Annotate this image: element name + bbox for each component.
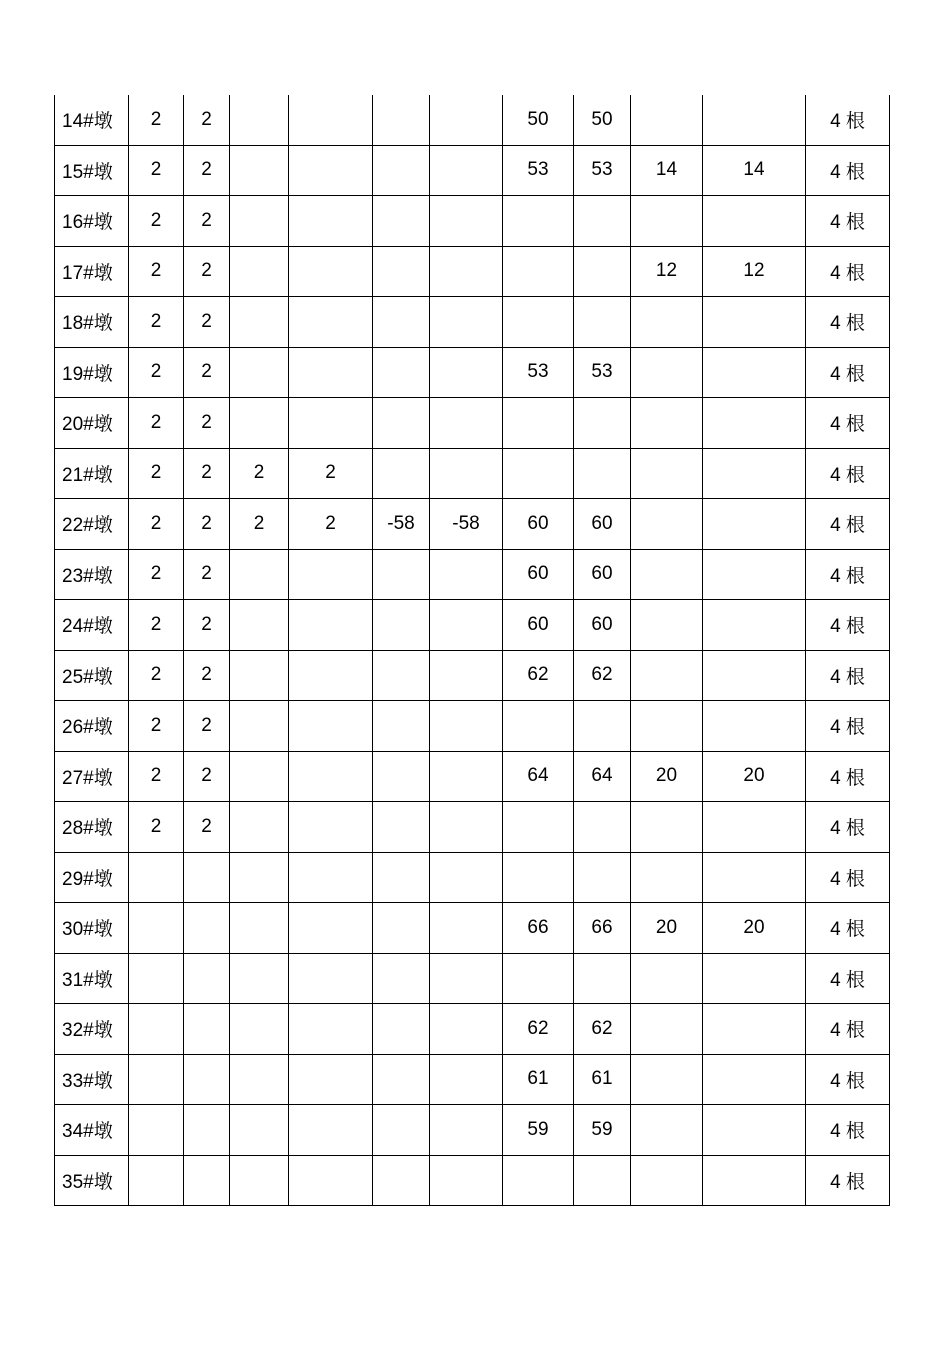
table-cell: [703, 852, 806, 903]
table-cell: [129, 1155, 184, 1206]
table-cell: [574, 1155, 631, 1206]
table-cell: 14: [631, 145, 703, 196]
table-cell: [289, 802, 373, 853]
table-cell: [289, 246, 373, 297]
table-cell: [184, 1155, 230, 1206]
table-cell: 4 根: [806, 852, 890, 903]
table-cell: [289, 650, 373, 701]
table-cell: 2: [129, 650, 184, 701]
table-cell: [430, 1105, 503, 1156]
table-cell: [430, 196, 503, 247]
table-cell: 66: [574, 903, 631, 954]
table-cell: 2: [129, 448, 184, 499]
table-cell: 4 根: [806, 650, 890, 701]
table-cell: [289, 145, 373, 196]
table-cell: 2: [184, 297, 230, 348]
table-cell: 53: [574, 145, 631, 196]
table-cell: [373, 650, 430, 701]
table-cell: 59: [574, 1105, 631, 1156]
table-cell: [503, 297, 574, 348]
pier-label-cell: 16#墩: [55, 196, 129, 247]
pier-label-cell: 27#墩: [55, 751, 129, 802]
table-cell: [430, 650, 503, 701]
pier-label-cell: 34#墩: [55, 1105, 129, 1156]
table-cell: 2: [184, 600, 230, 651]
table-cell: [574, 246, 631, 297]
table-cell: [230, 852, 289, 903]
pier-label-cell: 26#墩: [55, 701, 129, 752]
table-cell: 4 根: [806, 802, 890, 853]
table-row: [55, 953, 890, 1004]
table-cell: [703, 347, 806, 398]
table-cell: [289, 953, 373, 1004]
table-cell: [373, 600, 430, 651]
table-cell: [373, 1105, 430, 1156]
table-cell: 2: [184, 196, 230, 247]
pier-label-cell: 32#墩: [55, 1004, 129, 1055]
table-cell: [703, 1155, 806, 1206]
pier-label-cell: 35#墩: [55, 1155, 129, 1206]
table-cell: 4 根: [806, 1105, 890, 1156]
table-cell: [230, 95, 289, 145]
table-cell: [703, 196, 806, 247]
table-cell: [430, 852, 503, 903]
table-cell: [631, 1105, 703, 1156]
table-cell: 2: [184, 701, 230, 752]
table-cell: 4 根: [806, 600, 890, 651]
table-cell: [631, 1155, 703, 1206]
table-cell: [631, 650, 703, 701]
table-cell: [430, 802, 503, 853]
table-cell: [703, 549, 806, 600]
pier-label-cell: 15#墩: [55, 145, 129, 196]
table-cell: 2: [129, 499, 184, 550]
table-cell: 60: [574, 600, 631, 651]
table-row: [55, 650, 890, 701]
table-cell: [574, 852, 631, 903]
table-cell: [230, 398, 289, 449]
table-cell: 60: [574, 549, 631, 600]
table-cell: 4 根: [806, 95, 890, 145]
table-cell: [289, 1155, 373, 1206]
pier-label-cell: 24#墩: [55, 600, 129, 651]
table-cell: [184, 903, 230, 954]
table-cell: [289, 903, 373, 954]
table-cell: [574, 701, 631, 752]
table-cell: 4 根: [806, 751, 890, 802]
table-cell: 2: [184, 347, 230, 398]
table-cell: [430, 751, 503, 802]
table-cell: [289, 1105, 373, 1156]
table-cell: 4 根: [806, 499, 890, 550]
table-cell: 53: [503, 145, 574, 196]
table-cell: [230, 1004, 289, 1055]
table-cell: 2: [289, 448, 373, 499]
table-cell: 4 根: [806, 549, 890, 600]
pier-label-cell: 30#墩: [55, 903, 129, 954]
table-cell: [574, 297, 631, 348]
table-cell: 50: [503, 95, 574, 145]
table-row: [55, 852, 890, 903]
table-cell: [574, 953, 631, 1004]
table-cell: [373, 751, 430, 802]
table-cell: 4 根: [806, 1054, 890, 1105]
table-cell: 2: [129, 398, 184, 449]
table-row: [55, 1105, 890, 1156]
table-cell: [703, 1054, 806, 1105]
pier-label-cell: 20#墩: [55, 398, 129, 449]
pier-label-cell: 33#墩: [55, 1054, 129, 1105]
table-cell: [230, 145, 289, 196]
table-cell: [230, 1105, 289, 1156]
table-cell: [230, 751, 289, 802]
table-cell: 4 根: [806, 903, 890, 954]
table-cell: 4 根: [806, 1004, 890, 1055]
table-row: [55, 246, 890, 297]
table-cell: 60: [503, 600, 574, 651]
table-cell: [184, 1004, 230, 1055]
table-cell: [631, 297, 703, 348]
pier-label-cell: 19#墩: [55, 347, 129, 398]
table-cell: [289, 701, 373, 752]
table-cell: [430, 347, 503, 398]
table-cell: [503, 852, 574, 903]
table-row: [55, 1004, 890, 1055]
table-cell: [230, 1054, 289, 1105]
table-cell: [430, 297, 503, 348]
table-cell: [184, 1105, 230, 1156]
table-cell: [703, 448, 806, 499]
table-cell: [289, 549, 373, 600]
table-cell: 53: [503, 347, 574, 398]
table-cell: [430, 549, 503, 600]
table-cell: [631, 953, 703, 1004]
table-row: [55, 751, 890, 802]
table-cell: [230, 650, 289, 701]
table-cell: 2: [184, 398, 230, 449]
table-row: [55, 903, 890, 954]
table-cell: [703, 1105, 806, 1156]
pier-label-cell: 22#墩: [55, 499, 129, 550]
pier-label-cell: 14#墩: [55, 95, 129, 145]
table-cell: [703, 297, 806, 348]
table-cell: 4 根: [806, 297, 890, 348]
table-cell: [373, 903, 430, 954]
table-row: [55, 398, 890, 449]
table-cell: 2: [129, 802, 184, 853]
table-row: [55, 802, 890, 853]
table-cell: [373, 549, 430, 600]
table-cell: [631, 1004, 703, 1055]
table-cell: 59: [503, 1105, 574, 1156]
table-cell: 2: [184, 802, 230, 853]
table-row: [55, 448, 890, 499]
table-cell: [289, 852, 373, 903]
pier-label-cell: 28#墩: [55, 802, 129, 853]
table-row: [55, 1054, 890, 1105]
table-body: [55, 95, 890, 1206]
table-cell: [503, 1155, 574, 1206]
table-cell: [373, 196, 430, 247]
table-cell: 2: [129, 246, 184, 297]
table-cell: [703, 95, 806, 145]
table-cell: [230, 1155, 289, 1206]
table-cell: [289, 1004, 373, 1055]
table-cell: [129, 852, 184, 903]
table-cell: [503, 701, 574, 752]
table-cell: 2: [129, 95, 184, 145]
table-cell: 2: [129, 600, 184, 651]
table-cell: [230, 549, 289, 600]
table-cell: [574, 398, 631, 449]
table-cell: 2: [289, 499, 373, 550]
table-cell: [373, 852, 430, 903]
table-cell: 62: [503, 1004, 574, 1055]
table-cell: [631, 600, 703, 651]
table-cell: [430, 953, 503, 1004]
table-cell: [129, 953, 184, 1004]
table-cell: 2: [184, 549, 230, 600]
table-cell: 60: [574, 499, 631, 550]
table-cell: [373, 701, 430, 752]
table-row: [55, 549, 890, 600]
table-cell: [574, 802, 631, 853]
table-cell: 20: [631, 903, 703, 954]
table-cell: 20: [703, 903, 806, 954]
table-cell: 60: [503, 499, 574, 550]
table-cell: 2: [230, 499, 289, 550]
pier-label-cell: 17#墩: [55, 246, 129, 297]
table-cell: [230, 953, 289, 1004]
table-cell: [703, 600, 806, 651]
table-cell: [503, 802, 574, 853]
table-cell: [574, 196, 631, 247]
table-cell: 2: [184, 751, 230, 802]
table-cell: [230, 903, 289, 954]
table-cell: [230, 802, 289, 853]
table-cell: [430, 246, 503, 297]
table-cell: 50: [574, 95, 631, 145]
table-row: [55, 701, 890, 752]
table-cell: [184, 1054, 230, 1105]
table-cell: 66: [503, 903, 574, 954]
table-cell: [503, 448, 574, 499]
table-cell: [503, 953, 574, 1004]
table-cell: -58: [373, 499, 430, 550]
table-cell: [430, 1054, 503, 1105]
pier-label-cell: 31#墩: [55, 953, 129, 1004]
table-cell: [373, 398, 430, 449]
table-cell: [703, 701, 806, 752]
table-cell: [289, 95, 373, 145]
table-cell: 2: [184, 650, 230, 701]
table-cell: [184, 953, 230, 1004]
table-cell: 4 根: [806, 398, 890, 449]
table-cell: [373, 297, 430, 348]
table-cell: [230, 297, 289, 348]
table-cell: [230, 196, 289, 247]
table-cell: [631, 347, 703, 398]
table-cell: [503, 246, 574, 297]
table-cell: 2: [129, 549, 184, 600]
table-cell: 53: [574, 347, 631, 398]
table-cell: [430, 1004, 503, 1055]
table-cell: [430, 1155, 503, 1206]
table-row: [55, 499, 890, 550]
table-cell: 2: [184, 145, 230, 196]
table-cell: [230, 246, 289, 297]
table-cell: 4 根: [806, 701, 890, 752]
pier-label-cell: 25#墩: [55, 650, 129, 701]
table-cell: [703, 499, 806, 550]
table-cell: 2: [129, 196, 184, 247]
table-cell: [373, 246, 430, 297]
table-cell: [289, 297, 373, 348]
table-cell: [631, 802, 703, 853]
table-cell: [703, 398, 806, 449]
table-cell: 2: [230, 448, 289, 499]
table-cell: [373, 1155, 430, 1206]
table-cell: 14: [703, 145, 806, 196]
table-cell: [430, 903, 503, 954]
table-cell: 2: [129, 347, 184, 398]
table-cell: 60: [503, 549, 574, 600]
table-cell: 2: [184, 448, 230, 499]
table-row: [55, 1155, 890, 1206]
table-cell: [631, 499, 703, 550]
table-cell: [129, 1105, 184, 1156]
table-cell: [631, 701, 703, 752]
table-cell: [289, 1054, 373, 1105]
table-cell: 2: [129, 297, 184, 348]
table-row: [55, 600, 890, 651]
table-cell: 2: [184, 499, 230, 550]
table-row: [55, 95, 890, 145]
table-cell: 4 根: [806, 1155, 890, 1206]
table-row: [55, 297, 890, 348]
table-cell: [703, 953, 806, 1004]
table-cell: [430, 95, 503, 145]
table-cell: 62: [574, 1004, 631, 1055]
table-cell: 4 根: [806, 953, 890, 1004]
table-cell: [631, 398, 703, 449]
table-cell: 4 根: [806, 145, 890, 196]
pier-label-cell: 18#墩: [55, 297, 129, 348]
table-cell: 12: [631, 246, 703, 297]
table-cell: 61: [574, 1054, 631, 1105]
table-row: [55, 196, 890, 247]
table-cell: 64: [503, 751, 574, 802]
table-cell: [430, 701, 503, 752]
table-cell: 2: [184, 246, 230, 297]
table-cell: [631, 95, 703, 145]
table-cell: [289, 347, 373, 398]
pier-label-cell: 29#墩: [55, 852, 129, 903]
table-cell: [289, 751, 373, 802]
table-cell: 2: [129, 701, 184, 752]
table-cell: -58: [430, 499, 503, 550]
table-cell: 64: [574, 751, 631, 802]
table-cell: [631, 549, 703, 600]
table-cell: [289, 600, 373, 651]
table-cell: [289, 196, 373, 247]
table-cell: 2: [184, 95, 230, 145]
table-cell: [430, 600, 503, 651]
table-cell: [430, 398, 503, 449]
table-cell: [129, 1004, 184, 1055]
table-cell: [184, 852, 230, 903]
table-cell: 20: [631, 751, 703, 802]
table-cell: [373, 1054, 430, 1105]
table-cell: [230, 701, 289, 752]
table-cell: [703, 1004, 806, 1055]
table-cell: 2: [129, 751, 184, 802]
pier-label-cell: 23#墩: [55, 549, 129, 600]
table-cell: [373, 347, 430, 398]
table-cell: [631, 448, 703, 499]
table-cell: [129, 1054, 184, 1105]
table-cell: [631, 1054, 703, 1105]
table-cell: [373, 953, 430, 1004]
table-cell: [503, 398, 574, 449]
table-row: [55, 347, 890, 398]
table-cell: [129, 903, 184, 954]
pier-data-table: [54, 95, 890, 1206]
table-cell: [631, 852, 703, 903]
table-cell: 12: [703, 246, 806, 297]
table-cell: [373, 448, 430, 499]
table-cell: [373, 1004, 430, 1055]
table-cell: 62: [574, 650, 631, 701]
table-cell: [631, 196, 703, 247]
table-cell: 4 根: [806, 196, 890, 247]
table-cell: [503, 196, 574, 247]
table-row: [55, 145, 890, 196]
table-cell: 62: [503, 650, 574, 701]
table-cell: [703, 802, 806, 853]
table-cell: 4 根: [806, 448, 890, 499]
table-cell: [230, 600, 289, 651]
table-cell: [373, 95, 430, 145]
table-cell: [430, 448, 503, 499]
table-cell: 4 根: [806, 347, 890, 398]
table-cell: 2: [129, 145, 184, 196]
table-cell: 4 根: [806, 246, 890, 297]
table-cell: [430, 145, 503, 196]
table-cell: 20: [703, 751, 806, 802]
table-cell: [703, 650, 806, 701]
table-cell: [373, 145, 430, 196]
table-cell: [373, 802, 430, 853]
table-cell: 61: [503, 1054, 574, 1105]
table-cell: [574, 448, 631, 499]
table-cell: [289, 398, 373, 449]
table-cell: [230, 347, 289, 398]
pier-label-cell: 21#墩: [55, 448, 129, 499]
